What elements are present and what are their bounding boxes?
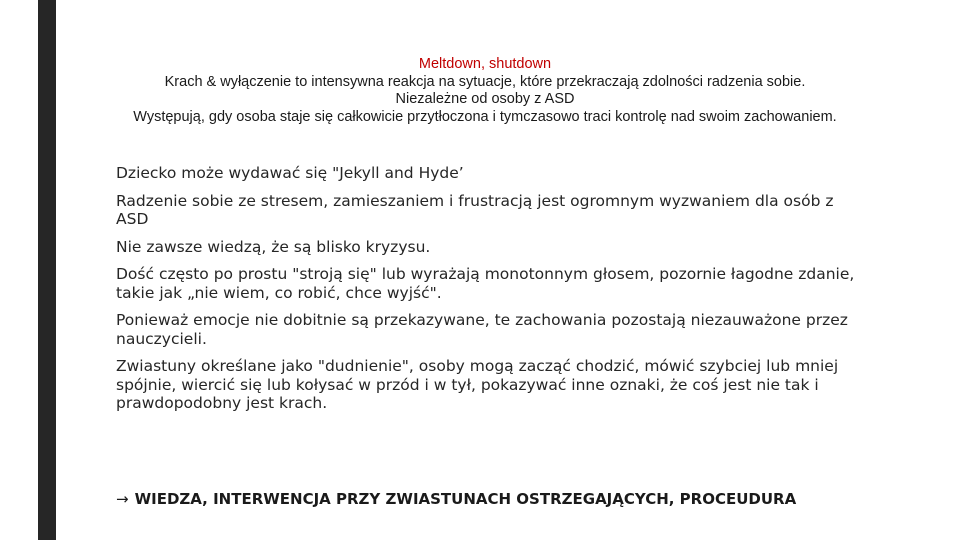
paragraph: Dość często po prostu "stroją się" lub wyrażają monotonnym głosem, pozornie łagodne zdanie, takie jak „nie wiem, co robić, chce wyjść". [116, 265, 855, 302]
conclusion-text: WIEDZA, INTERWENCJA PRZY ZWIASTUNACH OSTRZEGAJĄCYCH, PROCEUDURA [134, 490, 797, 508]
slide-title: Meltdown, shutdown [418, 56, 552, 72]
paragraph: Ponieważ emocje nie dobitnie są przekazywane, te zachowania pozostają niezauważone przez nauczycieli. [116, 311, 848, 348]
paragraph: Radzenie sobie ze stresem, zamieszaniem i frustracją jest ogromnym wyzwaniem dla osób z ASD [116, 191, 834, 228]
slide-body [116, 164, 866, 422]
intro-line: Krach & wyłączenie to intensywna reakcja na sytuacje, które przekraczają zdolności radzenia sobie. [164, 73, 806, 90]
slide-header [110, 56, 860, 126]
conclusion-line [116, 490, 796, 508]
paragraph: Zwiastuny określane jako "dudnienie", osoby mogą zacząć chodzić, mówić szybciej lub mniej spójnie, wiercić się lub kołysać w przód i w tył, pokazywać inne oznaki, że coś jest nie tak i prawdopodobny jest krach. [116, 357, 839, 412]
paragraph: Nie zawsze wiedzą, że są blisko kryzysu. [116, 237, 431, 256]
intro-line: Niezależne od osoby z ASD [395, 91, 575, 107]
arrow-right-icon: → [116, 490, 129, 508]
paragraph: Dziecko może wydawać się "Jekyll and Hyde’ [116, 164, 464, 182]
intro-line: Występują, gdy osoba staje się całkowicie przytłoczona i tymczasowo traci kontrolę nad swoim zachowaniem. [133, 108, 837, 125]
accent-bar [38, 0, 56, 540]
